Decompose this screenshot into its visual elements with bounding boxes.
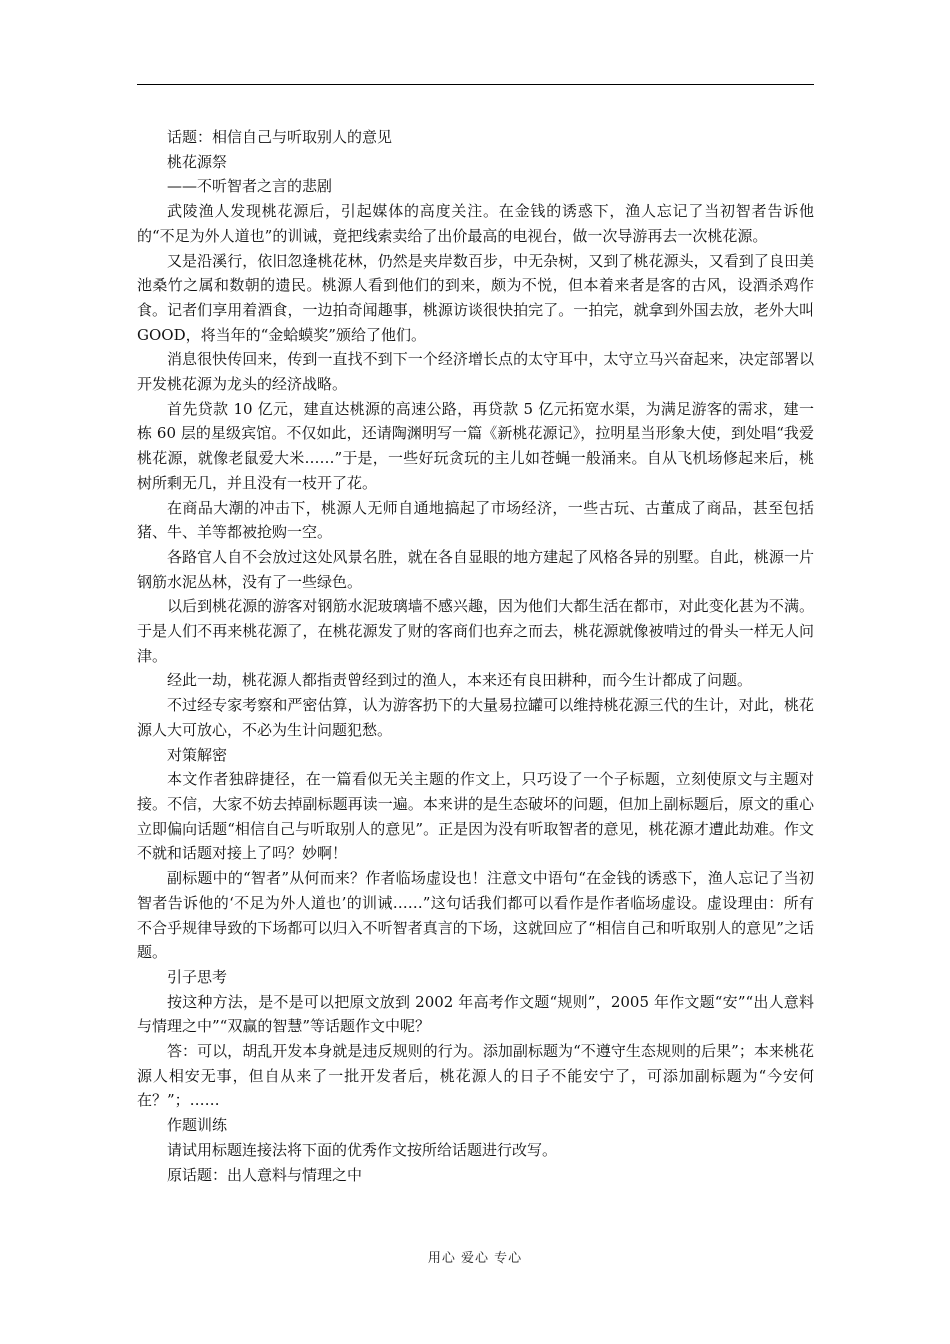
paragraph: 原话题：出人意料与情理之中 <box>167 1165 363 1184</box>
paragraph: 答：可以，胡乱开发本身就是违反规则的行为。添加副标题为“不遵守生态规则的后果”；本来桃花源人相安无事，但自从来了一批开发者后，桃花源人的日子不能安宁了，可添加副标题为“今安何在？”；…… <box>137 1042 814 1110</box>
paragraph: 以后到桃花源的游客对钢筋水泥玻璃墙不感兴趣，因为他们大都生活在都市，对此变化甚为不满。于是人们不再来桃花源了，在桃花源发了财的客商们也弃之而去，桃花源就像被啃过的骨头一样无人问津。 <box>137 597 814 665</box>
section-heading-thinking: 引子思考 <box>167 967 228 986</box>
paragraph: 在商品大潮的冲击下，桃源人无师自通地搞起了市场经济，一些古玩、古董成了商品，甚至包括猪、牛、羊等都被抢购一空。 <box>137 498 814 542</box>
paragraph: 消息很快传回来，传到一直找不到下一个经济增长点的太守耳中，太守立马兴奋起来，决定部署以开发桃花源为龙头的经济战略。 <box>137 350 814 394</box>
paragraph: 又是沿溪行，依旧忽逢桃花林，仍然是夹岸数百步，中无杂树，又到了桃花源头，又看到了良田美池桑竹之属和数朝的遗民。桃源人看到他们的到来，颇为不悦，但本着来者是客的古风，设酒杀鸡作食。记者们享用着酒食，一边拍奇闻趣事，桃源访谈很快拍完了。一拍完，就拿到外国去放，老外大叫 GOOD，将当年的“金蛤蟆奖”颁给了他们。 <box>137 251 814 344</box>
paragraph: 首先贷款 10 亿元，建直达桃源的高速公路，再贷款 5 亿元拓宽水渠，为满足游客的需求，建一栋 60 层的星级宾馆。不仅如此，还请陶渊明写一篇《新桃花源记》，拉明星当形象大使，到处唱“我爱桃花源，就像老鼠爱大米……”于是，一些好玩贪玩的主儿如苍蝇一般涌来。自从飞机场修起来后，桃树所剩无几，并且没有一枝开了花。 <box>137 399 814 492</box>
page-footer: 用心 爱心 专心 <box>427 1251 523 1266</box>
section-heading-strategy: 对策解密 <box>167 745 228 764</box>
essay-subtitle: ——不听智者之言的悲剧 <box>167 177 333 196</box>
section-heading-practice: 作题训练 <box>167 1116 228 1135</box>
essay-title: 桃花源祭 <box>167 152 228 171</box>
paragraph: 不过经专家考察和严密估算，认为游客扔下的大量易拉罐可以维持桃花源三代的生计，对此，桃花源人大可放心，不必为生计问题犯愁。 <box>137 696 814 739</box>
paragraph: 各路官人自不会放过这处风景名胜，就在各自显眼的地方建起了风格各异的别墅。自此，桃源一片钢筋水泥丛林，没有了一些绿色。 <box>137 547 814 591</box>
paragraph: 副标题中的“智者”从何而来？作者临场虚设也！注意文中语句“在金钱的诱惑下，渔人忘记了当初智者告诉他的‘不足为外人道也’的训诫……”这句话我们都可以看作是作者临场虚设。虚设理由：所有不合乎规律导致的下场都可以归入不听智者真言的下场，这就回应了“相信自己和听取别人的意见”之话题。 <box>137 869 814 962</box>
paragraph: 武陵渔人发现桃花源后，引起媒体的高度关注。在金钱的诱惑下，渔人忘记了当初智者告诉他的“不足为外人道也”的训诫，竟把线索卖给了出价最高的电视台，做一次导游再去一次桃花源。 <box>137 202 814 245</box>
paragraph: 经此一劫，桃花源人都指责曾经到过的渔人，本来还有良田耕种，而今生计都成了问题。 <box>167 671 753 690</box>
paragraph: 本文作者独辟捷径，在一篇看似无关主题的作文上，只巧设了一个子标题，立刻使原文与主题对接。不信，大家不妨去掉副标题再读一遍。本来讲的是生态破坏的问题，但加上副标题后，原文的重心立即偏向话题“相信自己与听取别人的意见”。正是因为没有听取智者的意见，桃花源才遭此劫难。作文不就和话题对接上了吗？妙啊！ <box>137 770 814 863</box>
paragraph: 请试用标题连接法将下面的优秀作文按所给话题进行改写。 <box>167 1140 558 1159</box>
document-body <box>137 125 814 1187</box>
paragraph: 按这种方法，是不是可以把原文放到 2002 年高考作文题“规则”，2005 年作文题“安”“出人意料与情理之中”“双赢的智慧”等话题作文中呢？ <box>137 992 814 1036</box>
topic-line: 话题：相信自己与听取别人的意见 <box>167 128 393 146</box>
header-rule <box>137 84 814 85</box>
